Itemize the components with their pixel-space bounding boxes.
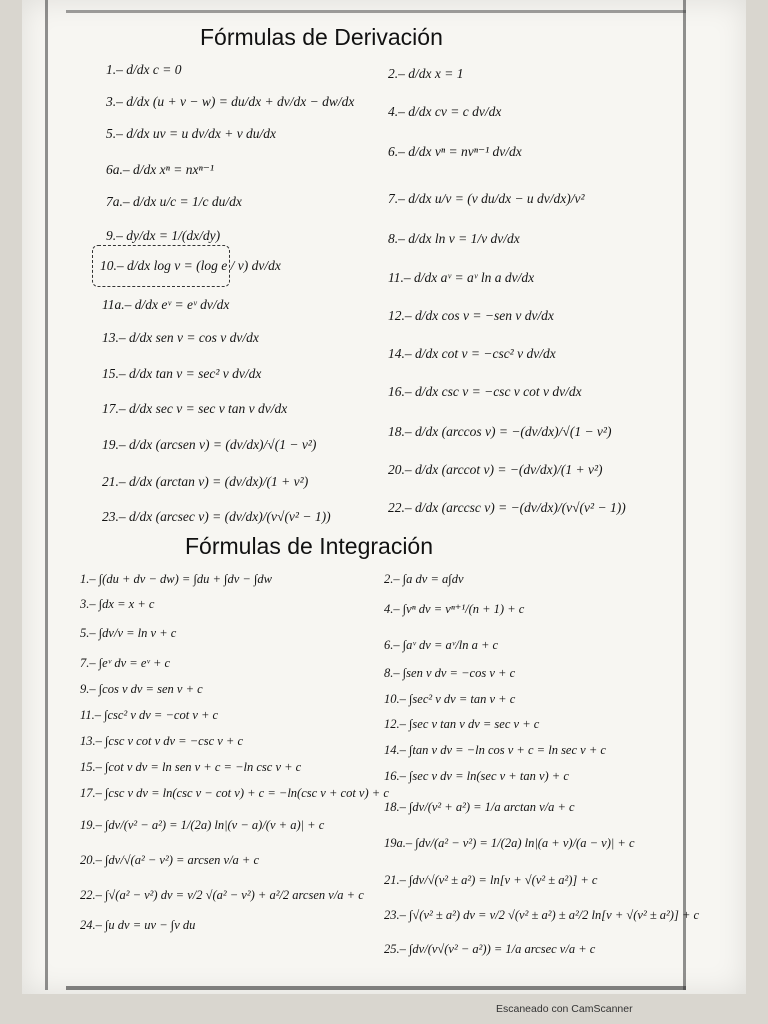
integral-formula: 12.– ∫sec v tan v dv = sec v + c [384, 717, 540, 731]
derivative-formula: 9.– dy/dx = 1/(dx/dy) [106, 228, 221, 243]
integral-formula: 1.– ∫(du + dv − dw) = ∫du + ∫dv − ∫dw [80, 572, 272, 586]
derivative-formula: 11a.– d/dx eᵛ = eᵛ dv/dx [102, 297, 230, 312]
derivative-formula: 6.– d/dx vⁿ = nvⁿ⁻¹ dv/dx [388, 144, 522, 159]
derivative-formula: 6a.– d/dx xⁿ = nxⁿ⁻¹ [106, 162, 214, 177]
derivative-formula: 17.– d/dx sec v = sec v tan v dv/dx [102, 401, 288, 416]
integral-formula: 7.– ∫eᵛ dv = eᵛ + c [80, 656, 171, 670]
integral-formula: 19.– ∫dv/(v² − a²) = 1/(2a) ln|(v − a)/(v + a)| + c [80, 818, 325, 832]
integral-formula: 22.– ∫√(a² − v²) dv = v/2 √(a² − v²) + a²/2 arcsen v/a + c [80, 888, 364, 902]
integral-formula: 10.– ∫sec² v dv = tan v + c [384, 692, 516, 706]
derivative-formula: 2.– d/dx x = 1 [388, 66, 464, 81]
derivative-formula: 10.– d/dx log v = (log e / v) dv/dx [100, 258, 281, 273]
integral-formula: 3.– ∫dx = x + c [80, 597, 155, 611]
derivative-formula: 7a.– d/dx u/c = 1/c du/dx [106, 194, 242, 209]
integral-formula: 4.– ∫vⁿ dv = vⁿ⁺¹/(n + 1) + c [384, 602, 525, 616]
page-border-bottom [66, 986, 686, 990]
derivative-formula: 15.– d/dx tan v = sec² v dv/dx [102, 366, 262, 381]
derivative-formula: 16.– d/dx csc v = −csc v cot v dv/dx [388, 384, 582, 399]
derivative-formula: 8.– d/dx ln v = 1/v dv/dx [388, 231, 520, 246]
integral-formula: 9.– ∫cos v dv = sen v + c [80, 682, 203, 696]
derivative-formula: 7.– d/dx u/v = (v du/dx − u dv/dx)/v² [388, 191, 585, 206]
integral-formula: 24.– ∫u dv = uv − ∫v du [80, 918, 196, 932]
derivative-formula: 4.– d/dx cv = c dv/dx [388, 104, 502, 119]
integral-formula: 8.– ∫sen v dv = −cos v + c [384, 666, 516, 680]
derivative-formula: 3.– d/dx (u + v − w) = du/dx + dv/dx − dw/dx [106, 94, 355, 109]
derivation-title: Fórmulas de Derivación [200, 24, 443, 50]
derivative-formula: 5.– d/dx uv = u dv/dx + v du/dx [106, 126, 277, 141]
integral-formula: 14.– ∫tan v dv = −ln cos v + c = ln sec v + c [384, 743, 606, 757]
derivative-formula: 11.– d/dx aᵛ = aᵛ ln a dv/dx [388, 270, 535, 285]
integral-formula: 13.– ∫csc v cot v dv = −csc v + c [80, 734, 244, 748]
derivative-formula: 18.– d/dx (arccos v) = −(dv/dx)/√(1 − v²) [388, 424, 612, 439]
integral-formula: 11.– ∫csc² v dv = −cot v + c [80, 708, 219, 722]
integral-formula: 20.– ∫dv/√(a² − v²) = arcsen v/a + c [80, 853, 260, 867]
integral-formula: 25.– ∫dv/(v√(v² − a²)) = 1/a arcsec v/a + c [384, 942, 596, 956]
scanner-watermark: Escaneado con CamScanner [496, 1003, 633, 1015]
integral-formula: 6.– ∫aᵛ dv = aᵛ/ln a + c [384, 638, 499, 652]
integral-formula: 19a.– ∫dv/(a² − v²) = 1/(2a) ln|(a + v)/(a − v)| + c [384, 836, 635, 850]
page-border-top [66, 10, 686, 13]
derivative-formula: 23.– d/dx (arcsec v) = (dv/dx)/(v√(v² − 1)) [102, 509, 331, 524]
page-border-right [683, 0, 686, 990]
page-border-left [45, 0, 48, 990]
derivative-formula: 14.– d/dx cot v = −csc² v dv/dx [388, 346, 556, 361]
integral-formula: 17.– ∫csc v dv = ln(csc v − cot v) + c = −ln(csc v + cot v) + c [80, 786, 389, 800]
derivative-formula: 1.– d/dx c = 0 [106, 62, 182, 77]
integral-formula: 15.– ∫cot v dv = ln sen v + c = −ln csc v + c [80, 760, 302, 774]
integration-title: Fórmulas de Integración [185, 533, 434, 559]
integral-formula: 16.– ∫sec v dv = ln(sec v + tan v) + c [384, 769, 569, 783]
integral-formula: 5.– ∫dv/v = ln v + c [80, 626, 177, 640]
derivative-formula: 19.– d/dx (arcsen v) = (dv/dx)/√(1 − v²) [102, 437, 317, 452]
integral-formula: 23.– ∫√(v² ± a²) dv = v/2 √(v² ± a²) ± a²/2 ln[v + √(v² ± a²)] + c [384, 908, 700, 922]
integral-formula: 2.– ∫a dv = a∫dv [384, 572, 464, 586]
derivative-formula: 20.– d/dx (arccot v) = −(dv/dx)/(1 + v²) [388, 462, 603, 477]
derivative-formula: 12.– d/dx cos v = −sen v dv/dx [388, 308, 554, 323]
derivative-formula: 22.– d/dx (arccsc v) = −(dv/dx)/(v√(v² − 1)) [388, 500, 626, 515]
integral-formula: 18.– ∫dv/(v² + a²) = 1/a arctan v/a + c [384, 800, 575, 814]
integral-formula: 21.– ∫dv/√(v² ± a²) = ln[v + √(v² ± a²)] + c [384, 873, 598, 887]
derivative-formula: 13.– d/dx sen v = cos v dv/dx [102, 330, 259, 345]
derivative-formula: 21.– d/dx (arctan v) = (dv/dx)/(1 + v²) [102, 474, 309, 489]
